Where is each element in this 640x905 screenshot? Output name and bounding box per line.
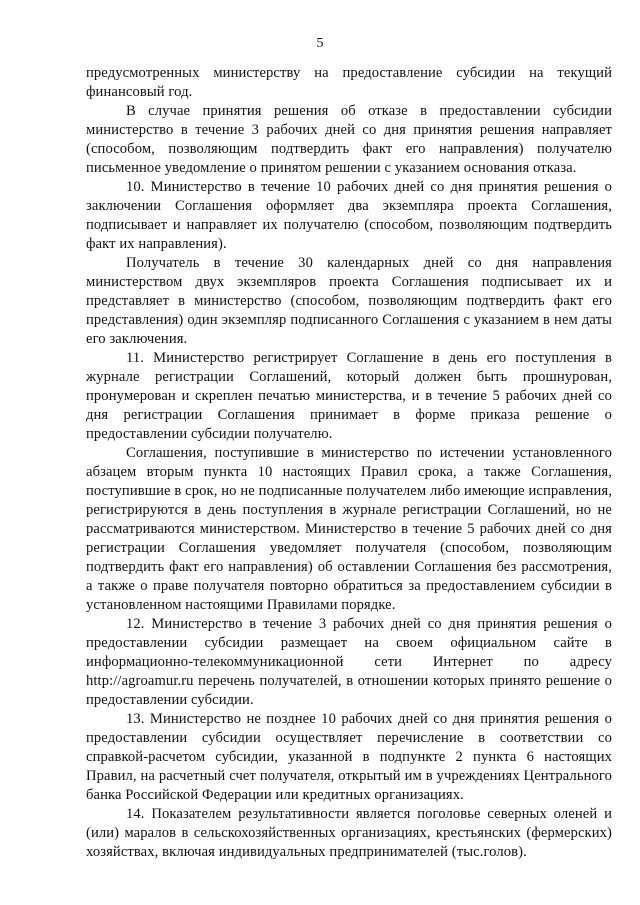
paragraph-item-13: 13. Министерство не позднее 10 рабочих дней со дня принятия решения о предоставлении субсидии осуществляет перечисление в соответствии со справкой-расчетом субсидии, указанной в подпункте 2 пункта 6 настоящих Правил, на расчетный счет получателя, открытый им в учреждениях Центрального банка Российской Федерации или кредитных организациях. [86, 711, 612, 803]
document-body [86, 64, 612, 862]
paragraph-item-11: 11. Министерство регистрирует Соглашение в день его поступления в журнале регистрации Соглашений, который должен быть прошнурован, пронумерован и скреплен печатью министерства, и в течение 5 рабочих дней со дня регистрации Соглашения принимает в форме приказа решение о предоставлении субсидии получателю. [86, 350, 612, 442]
paragraph-item-10: 10. Министерство в течение 10 рабочих дней со дня принятия решения о заключении Соглашения оформляет два экземпляра проекта Соглашения, подписывает и направляет их получателю (способом, позволяющим подтвердить факт их направления). [86, 179, 612, 252]
paragraph-recipient-signing: Получатель в течение 30 календарных дней со дня направления министерством двух экземпляров проекта Соглашения подписывает их и представляет в министерство (способом, позволяющим подтвердить факт его представления) один экземпляр подписанного Соглашения с указанием в нем даты его заключения. [86, 255, 612, 347]
page-number: 5 [316, 36, 324, 51]
paragraph-late-agreements: Соглашения, поступившие в министерство по истечении установленного абзацем вторым пункта 10 настоящих Правил срока, а также Соглашения, поступившие в срок, но не подписанные получателем либо имеющие исправления, регистрируются в день поступления в журнале регистрации Соглашений, но не рассматриваются министерством. Министерство в течение 5 рабочих дней со дня регистрации Соглашения уведомляет получателя (способом, позволяющим подтвердить факт его направления) об оставлении Соглашения без рассмотрения, а также о праве получателя повторно обратиться за предоставлением субсидии в установленном настоящими Правилами порядке. [86, 445, 612, 613]
paragraph-item-14: 14. Показателем результативности является поголовье северных оленей и (или) маралов в сельскохозяйственных организациях, крестьянских (фермерских) хозяйствах, включая индивидуальных предпринимателей (тыс.голов). [86, 806, 612, 860]
paragraph-refusal-notice: В случае принятия решения об отказе в предоставлении субсидии министерство в течение 3 рабочих дней со дня принятия решения направляет (способом, позволяющим подтвердить факт его направления) получателю письменное уведомление о принятом решении с указанием основания отказа. [86, 103, 612, 176]
paragraph-continuation: предусмотренных министерству на предоставление субсидии на текущий финансовый год. [86, 65, 612, 100]
paragraph-item-12: 12. Министерство в течение 3 рабочих дней со дня принятия решения о предоставлении субсидии размещает на своем официальном сайте в информационно-телекоммуникационной сети Интернет по адресу http://agroamur.ru перечень получателей, в отношении которых принято решение о предоставлении субсидии. [86, 616, 612, 708]
